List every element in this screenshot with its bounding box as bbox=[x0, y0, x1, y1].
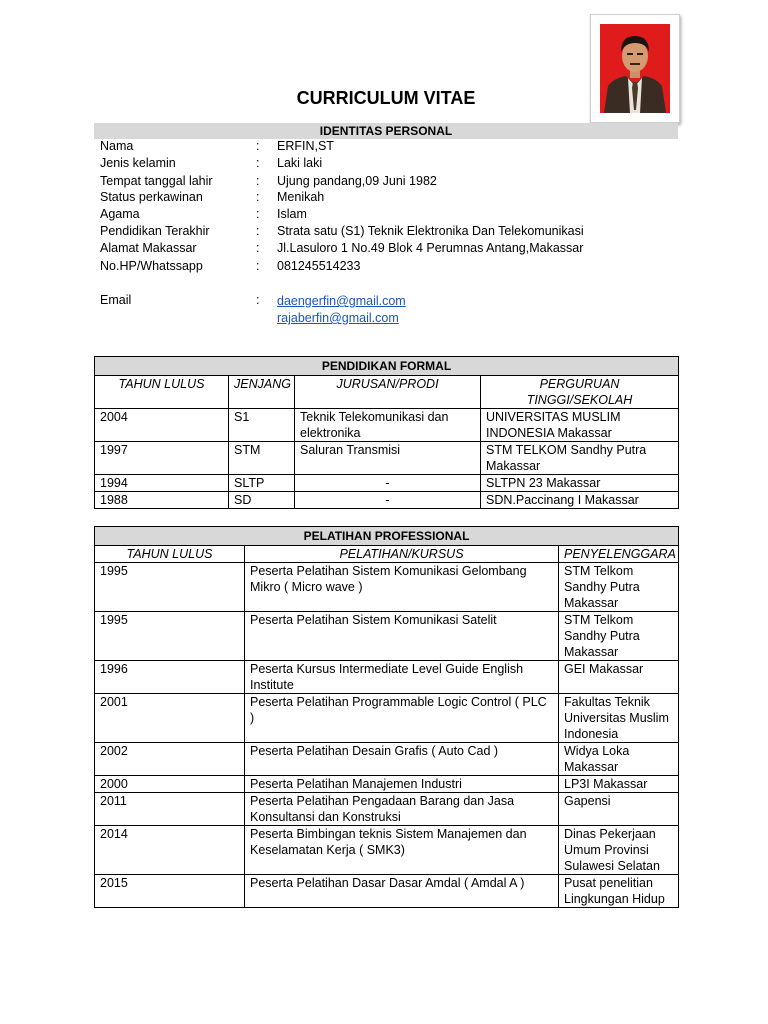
field-colon: : bbox=[256, 156, 260, 170]
email-link[interactable]: daengerfin@gmail.com bbox=[277, 294, 406, 308]
field-value: Ujung pandang,09 Juni 1982 bbox=[277, 174, 437, 188]
field-value: Menikah bbox=[277, 190, 325, 204]
table-cell: LP3I Makassar bbox=[559, 776, 679, 793]
table-cell: Peserta Pelatihan Manajemen Industri bbox=[245, 776, 559, 793]
table-cell: Peserta Pelatihan Desain Grafis ( Auto Cad ) bbox=[245, 743, 559, 776]
identity-row bbox=[0, 259, 768, 276]
column-header: PELATIHAN/KURSUS bbox=[245, 546, 559, 563]
field-label: Nama bbox=[100, 139, 134, 153]
table-cell: 2011 bbox=[95, 793, 245, 826]
table-row bbox=[95, 475, 679, 492]
table-cell: SD bbox=[229, 492, 295, 509]
table-cell: 1995 bbox=[95, 563, 245, 612]
table-cell: Fakultas Teknik Universitas Muslim Indonesia bbox=[559, 694, 679, 743]
table-row bbox=[95, 563, 679, 612]
table-cell: STM bbox=[229, 442, 295, 475]
cv-title: CURRICULUM VITAE bbox=[296, 88, 476, 108]
column-header: JURUSAN/PRODI bbox=[295, 376, 481, 409]
training-section-header: PELATIHAN PROFESSIONAL bbox=[95, 527, 679, 546]
table-row bbox=[95, 694, 679, 743]
table-cell: SLTP bbox=[229, 475, 295, 492]
table-cell: 1996 bbox=[95, 661, 245, 694]
field-label: No.HP/Whatssapp bbox=[100, 259, 203, 273]
table-row bbox=[95, 826, 679, 875]
table-row bbox=[95, 743, 679, 776]
column-header: PERGURUAN TINGGI/SEKOLAH bbox=[481, 376, 679, 409]
field-value: Strata satu (S1) Teknik Elektronika Dan Telekomunikasi bbox=[277, 224, 584, 238]
table-cell: Pusat penelitian Lingkungan Hidup bbox=[559, 875, 679, 908]
identity-row bbox=[0, 207, 768, 224]
table-cell: - bbox=[295, 475, 481, 492]
table-cell: Peserta Pelatihan Dasar Dasar Amdal ( Amdal A ) bbox=[245, 875, 559, 908]
training-table bbox=[94, 526, 679, 908]
table-cell: S1 bbox=[229, 409, 295, 442]
table-cell: SDN.Paccinang I Makassar bbox=[481, 492, 679, 509]
table-row bbox=[95, 776, 679, 793]
table-cell: STM Telkom Sandhy Putra Makassar bbox=[559, 563, 679, 612]
email-link[interactable]: rajaberfin@gmail.com bbox=[277, 311, 399, 325]
identity-row-email bbox=[0, 293, 768, 327]
table-cell: 1997 bbox=[95, 442, 229, 475]
column-header-row bbox=[95, 376, 679, 409]
table-cell: 1994 bbox=[95, 475, 229, 492]
table-row bbox=[95, 612, 679, 661]
table-row bbox=[95, 875, 679, 908]
column-header: TAHUN LULUS bbox=[95, 546, 245, 563]
field-colon: : bbox=[256, 190, 260, 204]
field-value: ERFIN,ST bbox=[277, 139, 334, 153]
column-header: JENJANG bbox=[229, 376, 295, 409]
field-label: Agama bbox=[100, 207, 140, 221]
field-label: Alamat Makassar bbox=[100, 241, 197, 255]
field-colon: : bbox=[256, 139, 260, 153]
table-cell: Saluran Transmisi bbox=[295, 442, 481, 475]
table-cell: STM TELKOM Sandhy Putra Makassar bbox=[481, 442, 679, 475]
table-cell: Peserta Pelatihan Sistem Komunikasi Satelit bbox=[245, 612, 559, 661]
field-label: Jenis kelamin bbox=[100, 156, 176, 170]
field-value: Jl.Lasuloro 1 No.49 Blok 4 Perumnas Antang,Makassar bbox=[277, 241, 584, 255]
email-list bbox=[277, 293, 406, 327]
table-row bbox=[95, 793, 679, 826]
table-cell: 1995 bbox=[95, 612, 245, 661]
education-table bbox=[94, 356, 679, 509]
column-header: PENYELENGGARA bbox=[559, 546, 679, 563]
identity-section-header: IDENTITAS PERSONAL bbox=[94, 123, 678, 139]
education-section-header: PENDIDIKAN FORMAL bbox=[95, 357, 679, 376]
field-colon: : bbox=[256, 293, 260, 307]
table-cell: Peserta Bimbingan teknis Sistem Manajemen dan Keselamatan Kerja ( SMK3) bbox=[245, 826, 559, 875]
field-label: Pendidikan Terakhir bbox=[100, 224, 210, 238]
table-cell: 2002 bbox=[95, 743, 245, 776]
column-header-row bbox=[95, 546, 679, 563]
table-header-row bbox=[95, 527, 679, 546]
identity-row bbox=[0, 139, 768, 156]
table-cell: 1988 bbox=[95, 492, 229, 509]
table-cell: Teknik Telekomunikasi dan elektronika bbox=[295, 409, 481, 442]
field-value: Laki laki bbox=[277, 156, 323, 170]
identity-row bbox=[0, 224, 768, 241]
table-cell: 2014 bbox=[95, 826, 245, 875]
table-cell: UNIVERSITAS MUSLIM INDONESIA Makassar bbox=[481, 409, 679, 442]
table-cell: Dinas Pekerjaan Umum Provinsi Sulawesi Selatan bbox=[559, 826, 679, 875]
table-cell: Widya Loka Makassar bbox=[559, 743, 679, 776]
identity-row bbox=[0, 190, 768, 207]
identity-row bbox=[0, 156, 768, 173]
table-cell: - bbox=[295, 492, 481, 509]
table-cell: 2001 bbox=[95, 694, 245, 743]
table-cell: Peserta Pelatihan Sistem Komunikasi Gelombang Mikro ( Micro wave ) bbox=[245, 563, 559, 612]
table-row bbox=[95, 409, 679, 442]
field-colon: : bbox=[256, 259, 260, 273]
field-value: 081245514233 bbox=[277, 259, 361, 273]
field-label: Tempat tanggal lahir bbox=[100, 174, 213, 188]
table-row bbox=[95, 492, 679, 509]
field-value: Islam bbox=[277, 207, 307, 221]
table-row bbox=[95, 661, 679, 694]
identity-row bbox=[0, 174, 768, 191]
table-cell: Peserta Pelatihan Pengadaan Barang dan Jasa Konsultansi dan Konstruksi bbox=[245, 793, 559, 826]
table-cell: STM Telkom Sandhy Putra Makassar bbox=[559, 612, 679, 661]
field-label: Email bbox=[100, 293, 132, 307]
column-header: TAHUN LULUS bbox=[95, 376, 229, 409]
table-cell: 2000 bbox=[95, 776, 245, 793]
field-label: Status perkawinan bbox=[100, 190, 203, 204]
table-cell: Gapensi bbox=[559, 793, 679, 826]
field-colon: : bbox=[256, 174, 260, 188]
field-colon: : bbox=[256, 241, 260, 255]
table-cell: GEI Makassar bbox=[559, 661, 679, 694]
table-row bbox=[95, 442, 679, 475]
table-cell: 2004 bbox=[95, 409, 229, 442]
field-colon: : bbox=[256, 207, 260, 221]
table-header-row bbox=[95, 357, 679, 376]
identity-row bbox=[0, 241, 768, 258]
table-cell: Peserta Pelatihan Programmable Logic Control ( PLC ) bbox=[245, 694, 559, 743]
table-cell: SLTPN 23 Makassar bbox=[481, 475, 679, 492]
field-colon: : bbox=[256, 224, 260, 238]
table-cell: 2015 bbox=[95, 875, 245, 908]
table-cell: Peserta Kursus Intermediate Level Guide English Institute bbox=[245, 661, 559, 694]
